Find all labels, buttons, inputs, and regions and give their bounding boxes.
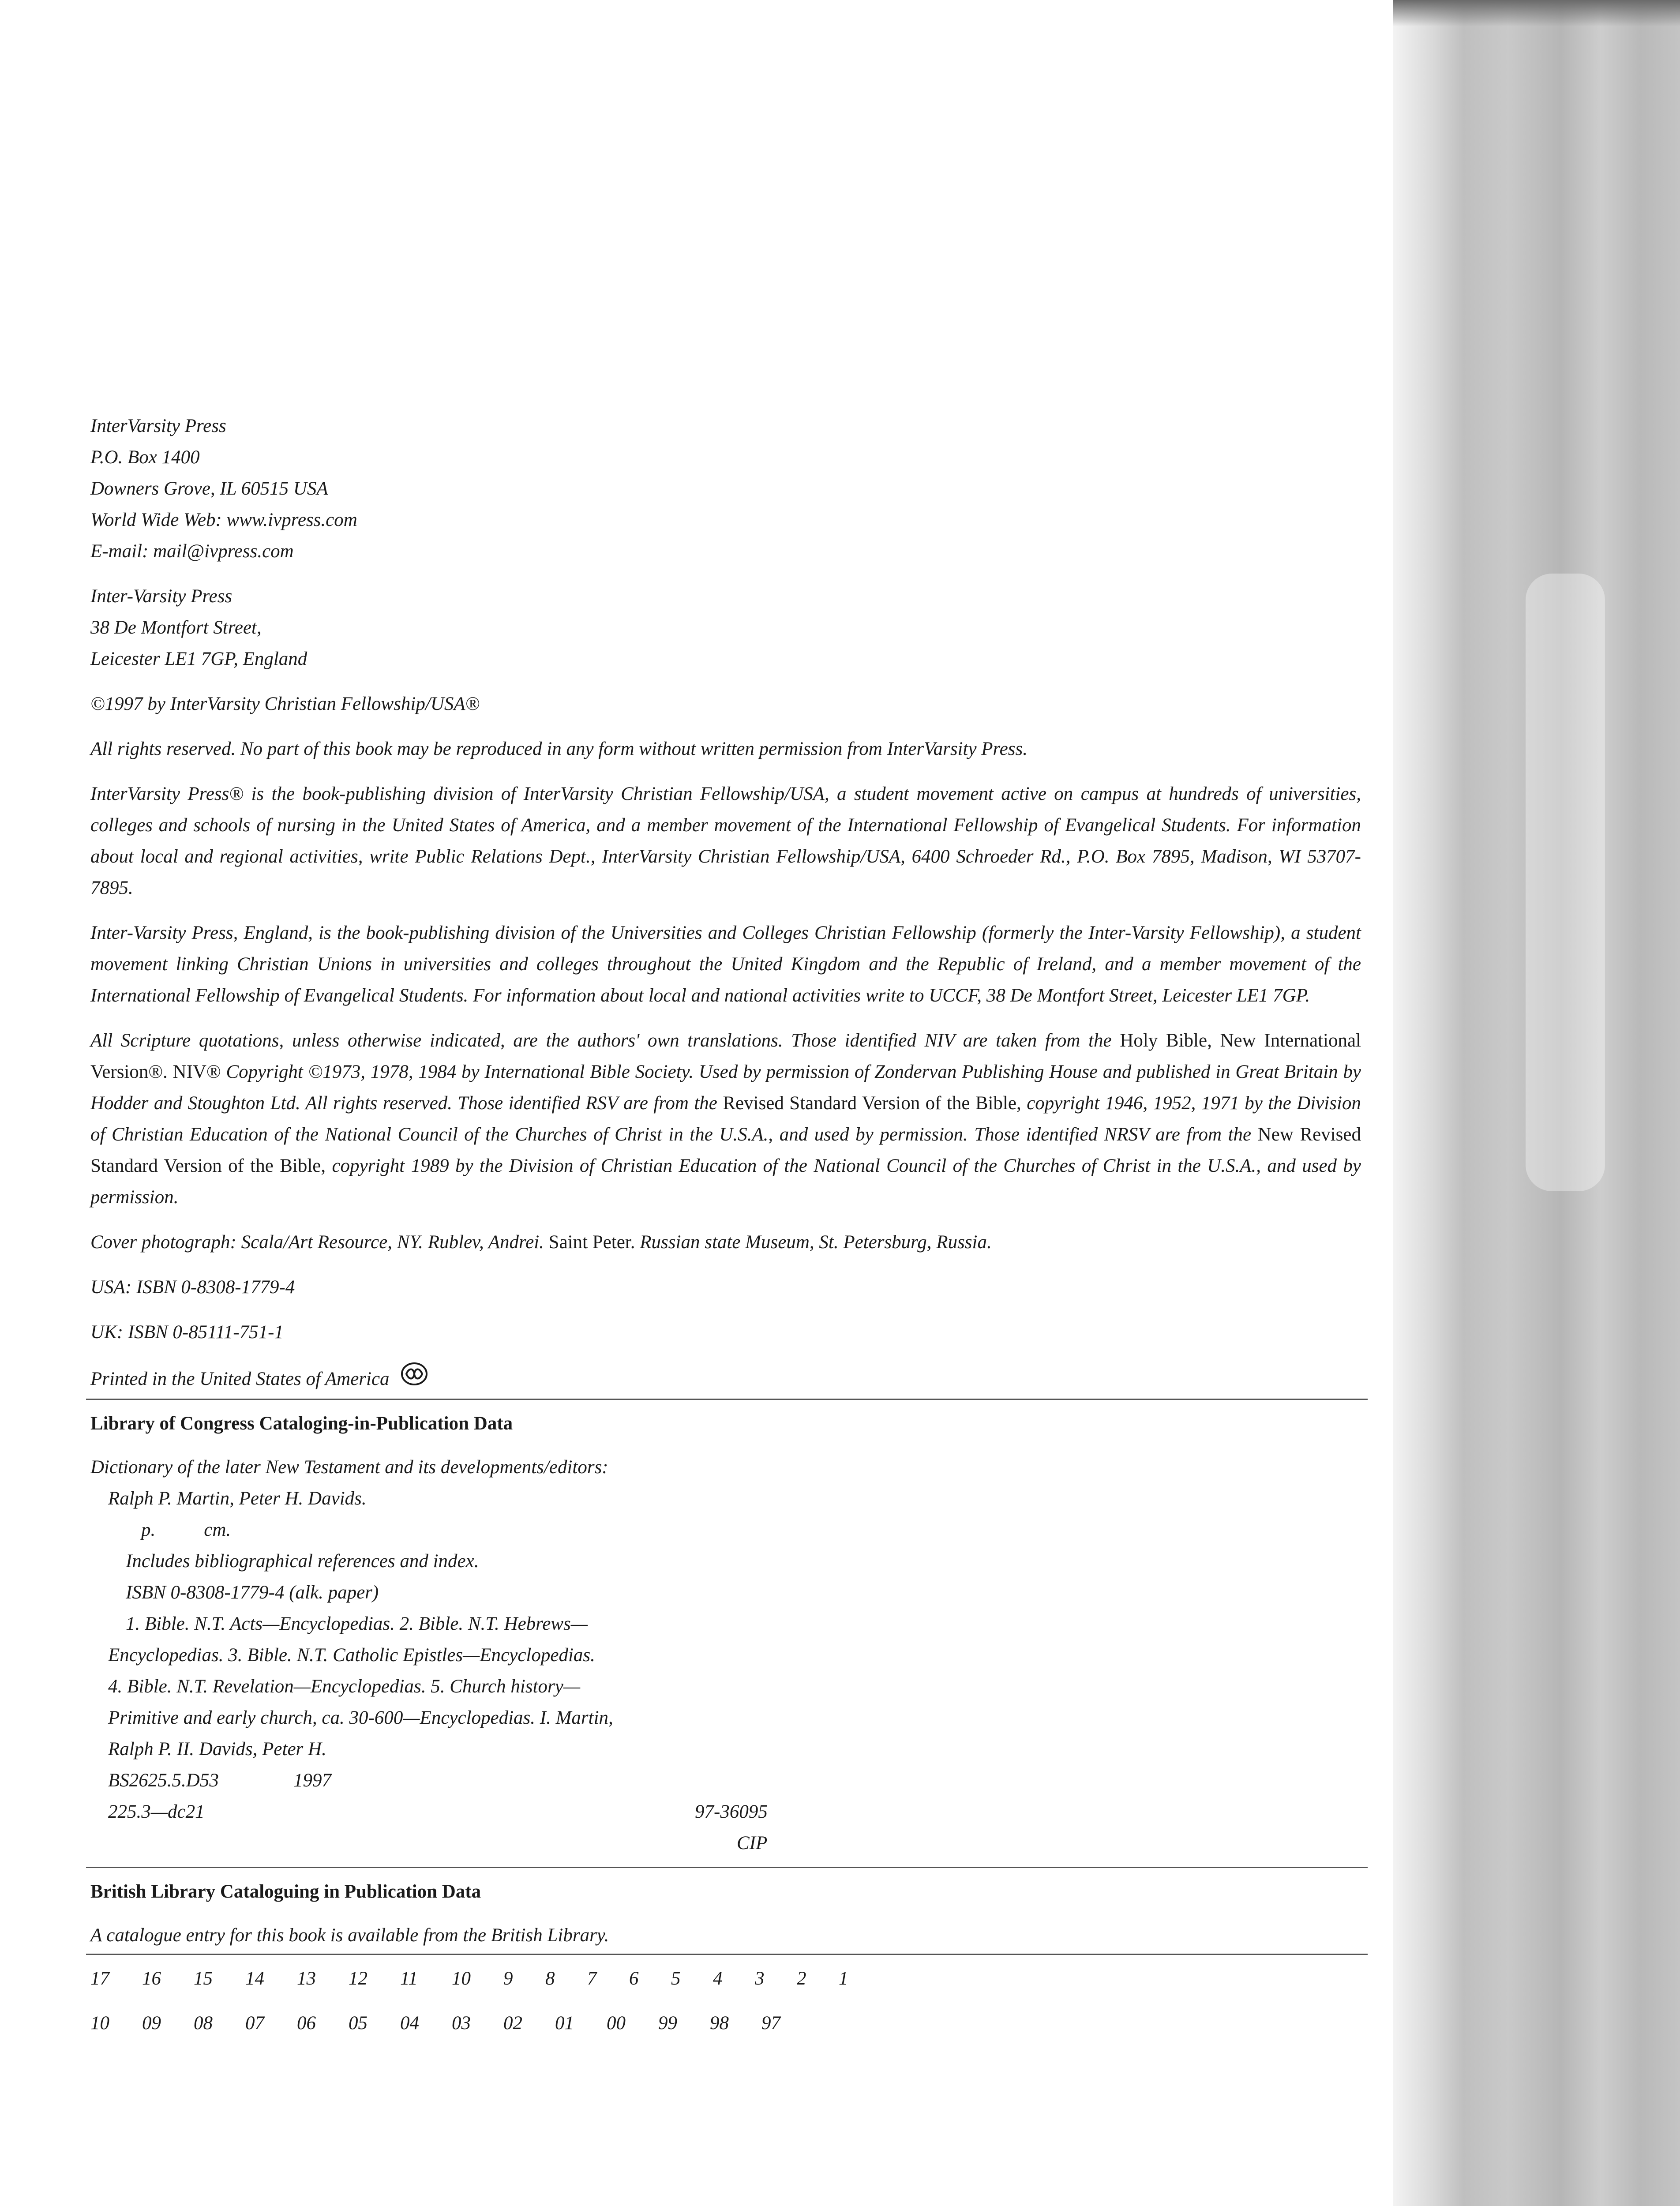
print-number: 1 bbox=[839, 1968, 848, 1989]
cip-line: Ralph P. II. Davids, Peter H. bbox=[108, 1739, 326, 1760]
publisher-uk-address bbox=[90, 581, 1361, 675]
cover-credit bbox=[90, 1227, 1361, 1258]
year-number: 97 bbox=[761, 2013, 780, 2033]
page-edge-shadow bbox=[1393, 0, 1680, 2206]
year-number: 98 bbox=[710, 2013, 729, 2033]
cip-dewey: 225.3—dc21 bbox=[108, 1801, 205, 1822]
bible-title: New Revised Standard Version of the Bible, bbox=[90, 1124, 1361, 1176]
print-number: 8 bbox=[545, 1968, 555, 1989]
address-line: Downers Grove, IL 60515 USA bbox=[90, 478, 328, 499]
scripture-text: copyright 1946, 1952, 1971 by the Division of Christian Education of the National Council of the Churches of Christ in the U.S.A., and used by permission. Those identified NRSV are from the bbox=[90, 1093, 1361, 1145]
cip-label: CIP bbox=[737, 1833, 768, 1853]
print-number: 7 bbox=[587, 1968, 597, 1989]
cip-line: Ralph P. Martin, Peter H. Davids. bbox=[108, 1488, 367, 1509]
cip-classification: BS2625.5.D53 bbox=[108, 1770, 219, 1791]
print-number: 14 bbox=[245, 1968, 264, 1989]
year-number: 05 bbox=[349, 2013, 368, 2033]
printed-text: Printed in the United States of America bbox=[90, 1368, 390, 1389]
year-number: 99 bbox=[658, 2013, 677, 2033]
isbn-uk: UK: ISBN 0-85111-751-1 bbox=[90, 1322, 284, 1343]
year-number: 04 bbox=[400, 2013, 419, 2033]
print-number: 4 bbox=[713, 1968, 723, 1989]
year-number: 08 bbox=[194, 2013, 213, 2033]
publisher-us-address bbox=[90, 410, 1361, 567]
section-divider bbox=[86, 1867, 1368, 1868]
cip-p: p. bbox=[141, 1519, 156, 1540]
cip-line: Encyclopedias. 3. Bible. N.T. Catholic Epistles—Encyclopedias. bbox=[108, 1645, 595, 1666]
cip-line: ISBN 0-8308-1779-4 (alk. paper) bbox=[126, 1582, 379, 1603]
cip-cm: cm. bbox=[204, 1519, 231, 1540]
address-line: P.O. Box 1400 bbox=[90, 447, 200, 468]
year-number: 06 bbox=[297, 2013, 316, 2033]
year-number: 09 bbox=[142, 2013, 161, 2033]
cip-line bbox=[90, 1765, 1361, 1796]
cip-line bbox=[90, 1514, 1361, 1546]
cip-line: Includes bibliographical references and index. bbox=[126, 1551, 479, 1572]
print-number: 17 bbox=[90, 1968, 109, 1989]
bible-title: Holy Bible, New International Version®. NIV® bbox=[90, 1030, 1361, 1082]
print-number: 15 bbox=[194, 1968, 213, 1989]
year-number: 03 bbox=[452, 2013, 471, 2033]
scripture-text: Copyright ©1973, 1978, 1984 by International Bible Society. Used by permission of Zondervan Publishing House and published in Great Britain by Hodder and Stoughton Ltd. All rights reserved. Those identified RSV are from the bbox=[90, 1062, 1361, 1114]
scripture-paragraph bbox=[90, 1025, 1361, 1213]
scripture-text: copyright 1989 by the Division of Christian Education of the National Council of the Churches of Christ in the U.S.A., and used by permission. bbox=[90, 1156, 1361, 1208]
copyright-page bbox=[90, 410, 1361, 2052]
print-number: 13 bbox=[297, 1968, 316, 1989]
cip-line bbox=[90, 1796, 1361, 1827]
print-number: 2 bbox=[797, 1968, 806, 1989]
print-number: 3 bbox=[755, 1968, 765, 1989]
cip-line: 4. Bible. N.T. Revelation—Encyclopedias. 5. Church history— bbox=[108, 1676, 581, 1697]
address-line: E-mail: mail@ivpress.com bbox=[90, 541, 294, 562]
print-number: 5 bbox=[671, 1968, 681, 1989]
print-number: 9 bbox=[503, 1968, 513, 1989]
print-number: 11 bbox=[400, 1968, 418, 1989]
year-number: 01 bbox=[555, 2013, 574, 2033]
printing-numbers bbox=[90, 1963, 1361, 1994]
address-line: World Wide Web: www.ivpress.com bbox=[90, 510, 357, 530]
section-divider bbox=[86, 1954, 1368, 1955]
cip-line: Primitive and early church, ca. 30-600—Encyclopedias. I. Martin, bbox=[108, 1707, 613, 1728]
cover-text: Russian state Museum, St. Petersburg, Russia. bbox=[635, 1232, 992, 1253]
address-line: Inter-Varsity Press bbox=[90, 586, 232, 607]
recycled-paper-icon bbox=[400, 1362, 428, 1396]
cip-lccn: 97-36095 bbox=[695, 1801, 768, 1822]
address-line: 38 De Montfort Street, bbox=[90, 617, 262, 638]
rights-notice: All rights reserved. No part of this book may be reproduced in any form without written permission from InterVarsity Press. bbox=[90, 739, 1028, 759]
print-number: 10 bbox=[452, 1968, 471, 1989]
address-line: InterVarsity Press bbox=[90, 416, 226, 436]
artwork-title: Saint Peter. bbox=[548, 1232, 635, 1253]
ivp-us-paragraph: InterVarsity Press® is the book-publishing division of InterVarsity Christian Fellowship/USA, a student movement active on campus at hundreds of universities, colleges and schools of nursing in the United States of America, and a member movement of the International Fellowship of Evangelical Students. For information about local and regional activities, write Public Relations Dept., InterVarsity Christian Fellowship/USA, 6400 Schroeder Rd., P.O. Box 7895, Madison, WI 53707-7895. bbox=[90, 784, 1361, 898]
bl-text: A catalogue entry for this book is available from the British Library. bbox=[90, 1925, 609, 1946]
bl-heading: British Library Cataloguing in Publication Data bbox=[90, 1881, 481, 1902]
loc-cip-entry bbox=[90, 1452, 1361, 1859]
cip-line: 1. Bible. N.T. Acts—Encyclopedias. 2. Bible. N.T. Hebrews— bbox=[126, 1613, 588, 1634]
year-number: 00 bbox=[607, 2013, 626, 2033]
cip-year: 1997 bbox=[293, 1770, 331, 1791]
cip-line: Dictionary of the later New Testament and its developments/editors: bbox=[90, 1457, 608, 1478]
cover-text: Cover photograph: Scala/Art Resource, NY. Rublev, Andrei. bbox=[90, 1232, 549, 1253]
year-number: 07 bbox=[245, 2013, 264, 2033]
year-number: 02 bbox=[503, 2013, 522, 2033]
loc-heading: Library of Congress Cataloging-in-Publication Data bbox=[90, 1413, 513, 1434]
ivp-uk-paragraph: Inter-Varsity Press, England, is the book-publishing division of the Universities and Colleges Christian Fellowship (formerly the Inter-Varsity Fellowship), a student movement linking Christian Unions in universities and colleges throughout the United Kingdom and the Republic of Ireland, and a member movement of the International Fellowship of Evangelical Students. For information about local and national activities write to UCCF, 38 De Montfort Street, Leicester LE1 7GP. bbox=[90, 923, 1361, 1006]
copyright-notice: ©1997 by InterVarsity Christian Fellowship/USA® bbox=[90, 694, 480, 714]
scripture-text: All Scripture quotations, unless otherwise indicated, are the authors' own translations. Those identified NIV are taken from the bbox=[90, 1030, 1120, 1051]
print-number: 6 bbox=[629, 1968, 639, 1989]
isbn-us: USA: ISBN 0-8308-1779-4 bbox=[90, 1277, 295, 1298]
bible-title: Revised Standard Version of the Bible, bbox=[723, 1093, 1021, 1114]
section-divider bbox=[86, 1399, 1368, 1400]
year-numbers bbox=[90, 2007, 1361, 2039]
year-number: 10 bbox=[90, 2013, 109, 2033]
address-line: Leicester LE1 7GP, England bbox=[90, 649, 308, 669]
printed-in bbox=[90, 1362, 1361, 1396]
print-number: 16 bbox=[142, 1968, 161, 1989]
print-number: 12 bbox=[349, 1968, 368, 1989]
